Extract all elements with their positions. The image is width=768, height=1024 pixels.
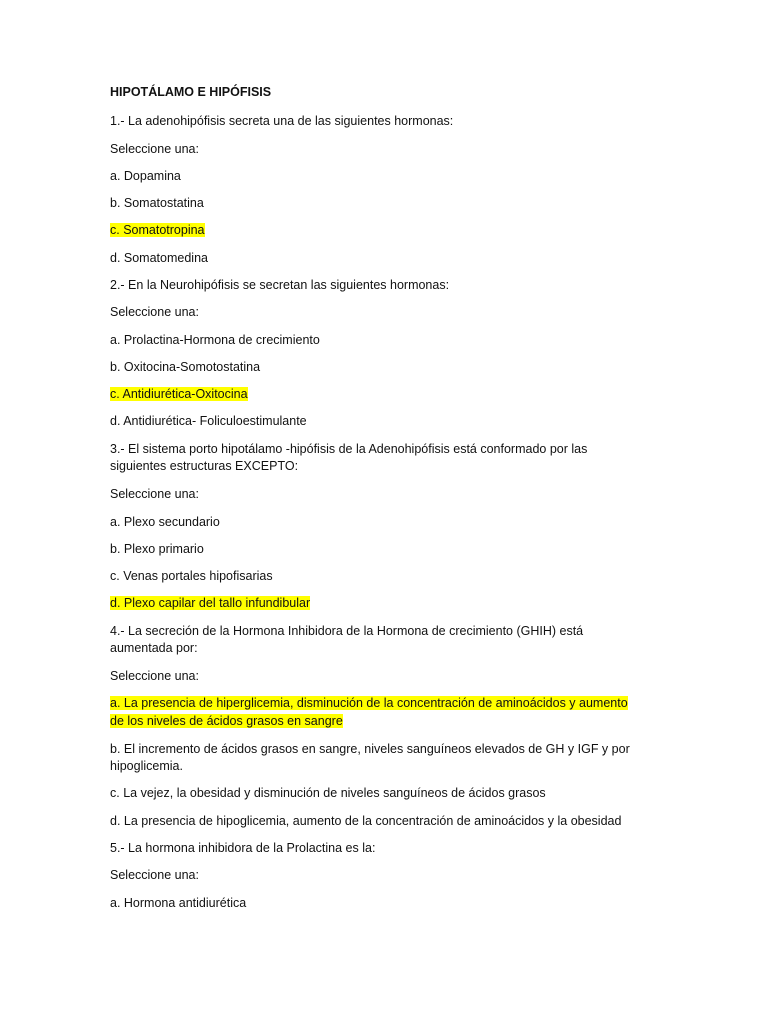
question-3-option-a: a. Plexo secundario	[110, 515, 220, 529]
question-1-option-d: d. Somatomedina	[110, 251, 208, 265]
question-1-option-c	[110, 222, 205, 239]
question-4-option-b-line-1: b. El incremento de ácidos grasos en sangre, niveles sanguíneos elevados de GH y IGF y por	[110, 742, 630, 756]
question-4-option-a-line-2	[110, 713, 343, 730]
question-4-option-b-line-2: hipoglicemia.	[110, 759, 183, 773]
page-title: HIPOTÁLAMO E HIPÓFISIS	[110, 85, 272, 99]
question-3-option-c: c. Venas portales hipofisarias	[110, 569, 273, 583]
question-2-option-a: a. Prolactina-Hormona de crecimiento	[110, 333, 320, 347]
question-3-option-b: b. Plexo primario	[110, 542, 204, 556]
question-5-text: 5.- La hormona inhibidora de la Prolactina es la:	[110, 841, 376, 855]
question-4-option-d: d. La presencia de hipoglicemia, aumento de la concentración de aminoácidos y la obesidad	[110, 814, 622, 828]
question-1-option-b: b. Somatostatina	[110, 196, 204, 210]
question-4-text-line-2: aumentada por:	[110, 641, 198, 655]
highlighted-answer: c. Antidiurética-Oxitocina	[110, 387, 248, 401]
highlighted-answer: c. Somatotropina	[110, 223, 205, 237]
highlighted-answer: a. La presencia de hiperglicemia, disminución de la concentración de aminoácidos y aumento	[110, 696, 628, 710]
question-3-text-line-2: siguientes estructuras EXCEPTO:	[110, 459, 299, 473]
question-3-text-line-1: 3.- El sistema porto hipotálamo -hipófisis de la Adenohipófisis está conformado por las	[110, 442, 588, 456]
question-1-option-a: a. Dopamina	[110, 169, 181, 183]
highlighted-answer: de los niveles de ácidos grasos en sangre	[110, 714, 343, 728]
question-2-option-d: d. Antidiurética- Foliculoestimulante	[110, 414, 307, 428]
question-2-prompt: Seleccione una:	[110, 305, 199, 319]
question-1-text: 1.- La adenohipófisis secreta una de las siguientes hormonas:	[110, 114, 454, 128]
question-4-text-line-1: 4.- La secreción de la Hormona Inhibidora de la Hormona de crecimiento (GHIH) está	[110, 624, 584, 638]
highlighted-answer: d. Plexo capilar del tallo infundibular	[110, 596, 311, 610]
question-2-option-b: b. Oxitocina-Somotostatina	[110, 360, 261, 374]
question-2-text: 2.- En la Neurohipófisis se secretan las siguientes hormonas:	[110, 278, 450, 292]
question-3-prompt: Seleccione una:	[110, 487, 199, 501]
question-4-option-a-line-1	[110, 695, 628, 712]
question-4-option-c: c. La vejez, la obesidad y disminución de niveles sanguíneos de ácidos grasos	[110, 786, 546, 800]
question-4-prompt: Seleccione una:	[110, 669, 199, 683]
question-5-option-a: a. Hormona antidiurética	[110, 896, 247, 910]
question-1-prompt: Seleccione una:	[110, 142, 199, 156]
question-2-option-c	[110, 386, 248, 403]
question-3-option-d	[110, 595, 310, 612]
question-5-prompt: Seleccione una:	[110, 868, 199, 882]
